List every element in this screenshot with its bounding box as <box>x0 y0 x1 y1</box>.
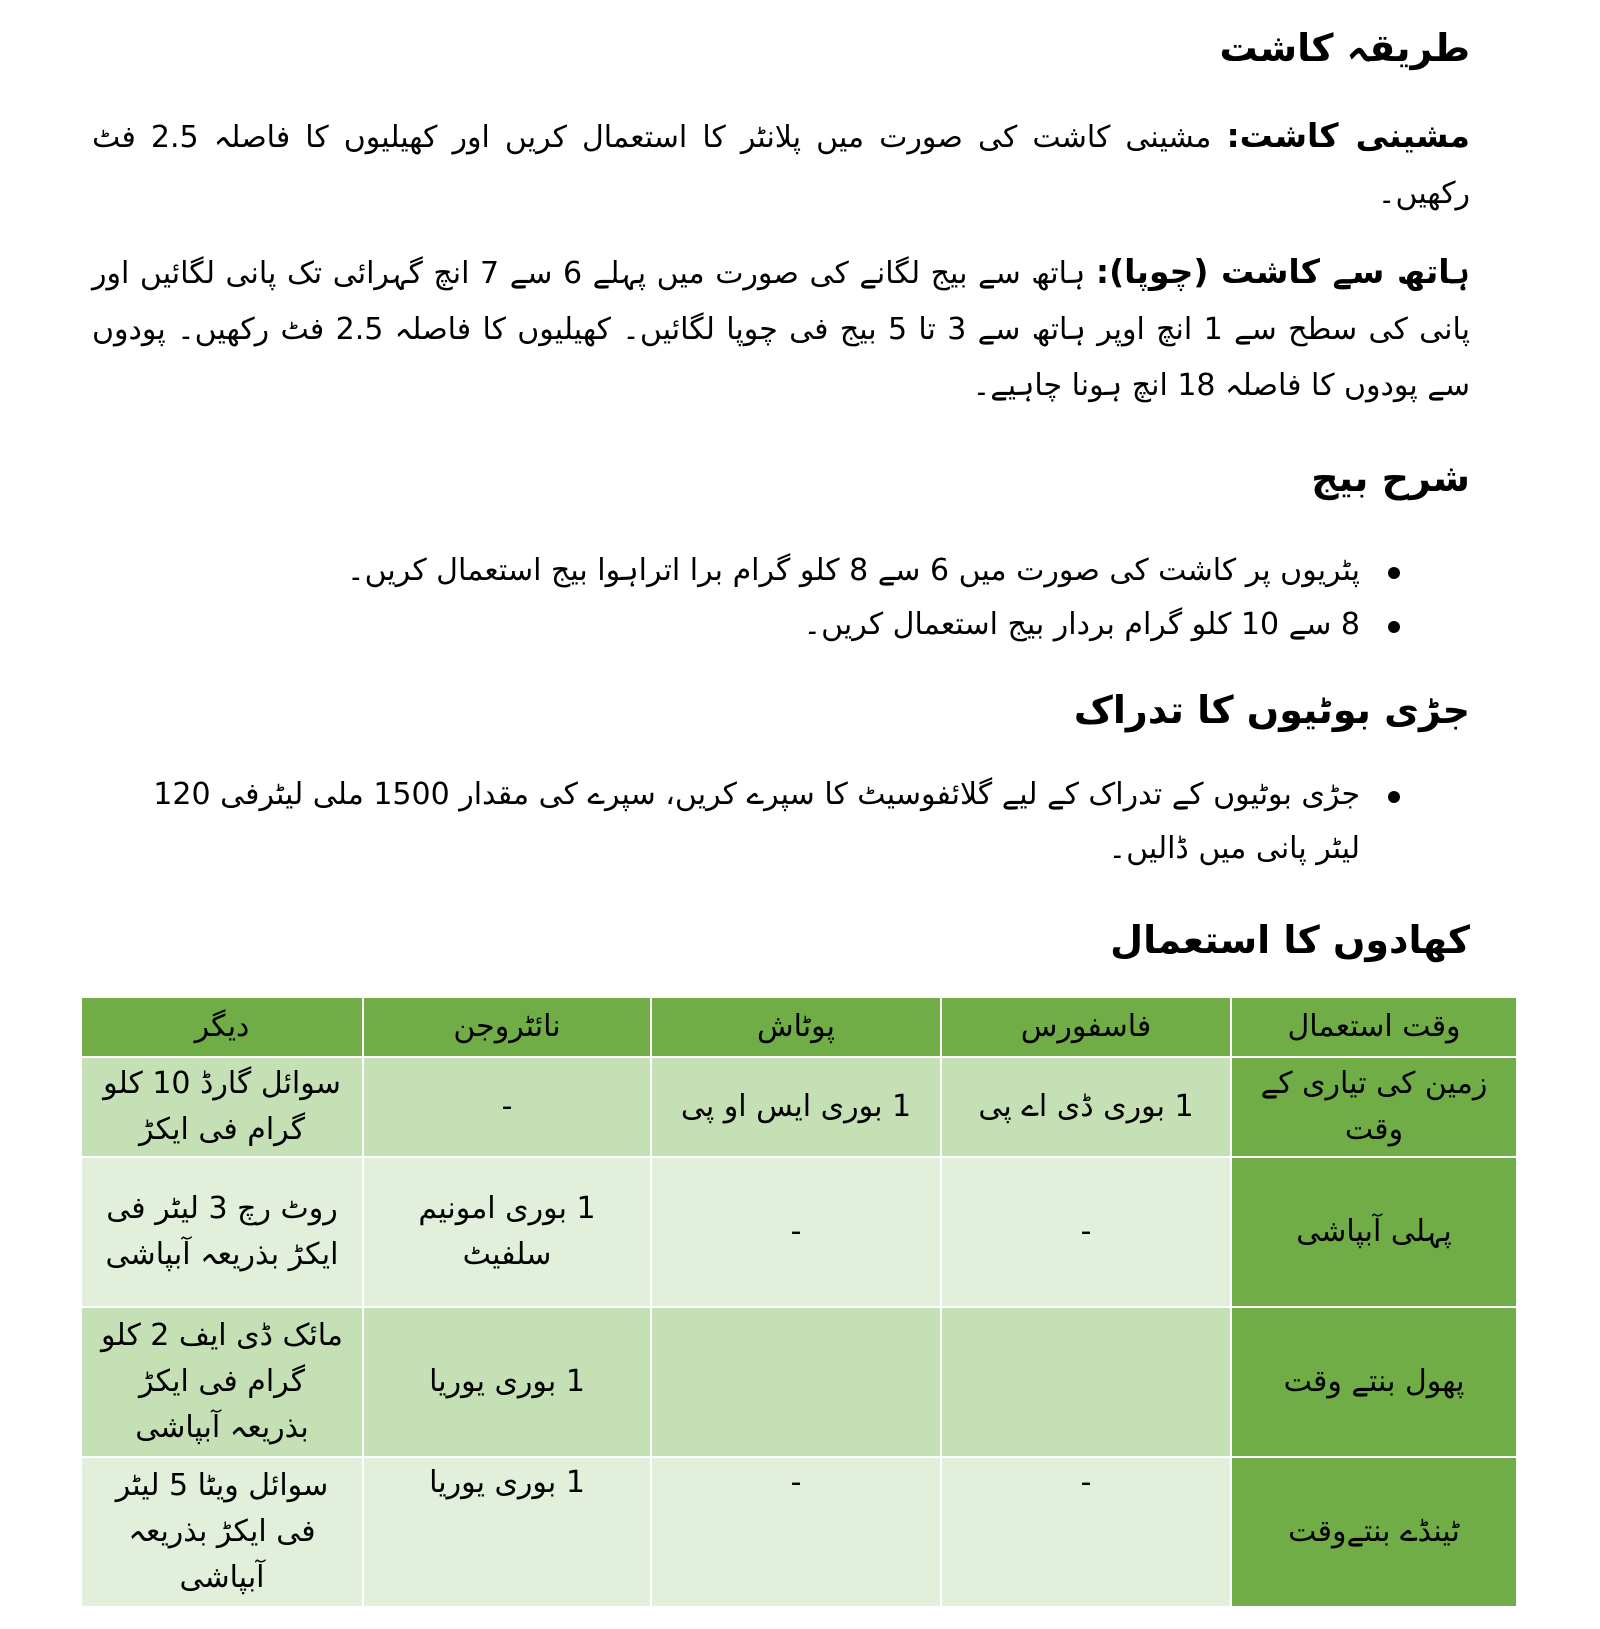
cell-other: سوائل گارڈ 10 کلو گرام فی ایکڑ <box>81 1057 363 1157</box>
table-row <box>81 1457 1517 1607</box>
seed-rate-list <box>92 544 1470 652</box>
bullet-icon <box>1388 567 1400 579</box>
table-header-row <box>81 997 1517 1057</box>
header-time-of-use: وقت استعمال <box>1231 997 1517 1057</box>
cell-time: پھول بنتے وقت <box>1231 1307 1517 1457</box>
cell-potash: - <box>651 1157 941 1307</box>
cell-other: روٹ رچ 3 لیٹر فی ایکڑ بذریعہ آبپاشی <box>81 1157 363 1307</box>
cell-time: پہلی آبپاشی <box>1231 1157 1517 1307</box>
table-row <box>81 1057 1517 1157</box>
heading-cultivation-method: طریقہ کاشت <box>1219 26 1470 70</box>
cell-nitrogen: 1 بوری امونیم سلفیٹ <box>363 1157 651 1307</box>
heading-seed-rate: شرح بیج <box>1311 456 1470 500</box>
cell-other: مائک ڈی ایف 2 کلو گرام فی ایکڑ بذریعہ آبپاشی <box>81 1307 363 1457</box>
header-nitrogen: نائٹروجن <box>363 997 651 1057</box>
fertilizer-table <box>80 996 1518 1608</box>
bullet-icon <box>1388 791 1400 803</box>
heading-weed-control: جڑی بوٹیوں کا تدراک <box>1073 688 1470 732</box>
list-item-text: جڑی بوٹیوں کے تدراک کے لیے گلائفوسیٹ کا سپرے کریں، سپرے کی مقدار 1500 ملی لیٹرفی 120 لیٹر پانی میں ڈالیں۔ <box>153 777 1360 866</box>
cell-nitrogen: 1 بوری یوریا <box>363 1457 651 1607</box>
cell-nitrogen: 1 بوری یوریا <box>363 1307 651 1457</box>
text-machine-sowing: مشینی کاشت کی صورت میں پلانٹر کا استعمال کریں اور کھیلیوں کا فاصلہ 2.5 فٹ رکھیں۔ <box>92 120 1470 211</box>
header-phosphorus: فاسفورس <box>941 997 1231 1057</box>
cell-phosphorus: - <box>941 1157 1231 1307</box>
cell-potash <box>651 1307 941 1457</box>
paragraph-machine-sowing <box>92 108 1470 222</box>
heading-fertilizer-use: کھادوں کا استعمال <box>1110 918 1470 962</box>
weed-control-list <box>120 768 1470 876</box>
cell-potash: 1 بوری ایس او پی <box>651 1057 941 1157</box>
list-item <box>92 598 1470 652</box>
bullet-icon <box>1388 621 1400 633</box>
cell-potash: - <box>651 1457 941 1607</box>
table-row <box>81 1307 1517 1457</box>
list-item-text: پٹریوں پر کاشت کی صورت میں 6 سے 8 کلو گرام برا اتراہوا بیج استعمال کریں۔ <box>347 553 1360 588</box>
label-machine-sowing: مشینی کاشت: <box>1226 116 1470 155</box>
list-item-text: 8 سے 10 کلو گرام بردار بیج استعمال کریں۔ <box>803 607 1360 642</box>
list-item <box>120 768 1470 876</box>
cell-nitrogen: - <box>363 1057 651 1157</box>
label-manual-sowing: ہاتھ سے کاشت (چوپا): <box>1095 252 1470 291</box>
cell-phosphorus: - <box>941 1457 1231 1607</box>
cell-time: زمین کی تیاری کے وقت <box>1231 1057 1517 1157</box>
header-potash: پوٹاش <box>651 997 941 1057</box>
header-other: دیگر <box>81 997 363 1057</box>
paragraph-manual-sowing <box>92 244 1470 414</box>
cell-phosphorus: 1 بوری ڈی اے پی <box>941 1057 1231 1157</box>
cell-phosphorus <box>941 1307 1231 1457</box>
cell-other: سوائل ویٹا 5 لیٹر فی ایکڑ بذریعہ آبپاشی <box>81 1457 363 1607</box>
cell-time: ٹینڈے بنتےوقت <box>1231 1457 1517 1607</box>
text-manual-sowing: ہاتھ سے بیج لگانے کی صورت میں پہلے 6 سے 7 انچ گہرائی تک پانی لگائیں اور پانی کی سطح سے 1 انچ اوپر ہاتھ سے 3 تا 5 بیج فی چوپا لگائیں۔ کھیلیوں کا فاصلہ 2.5 فٹ رکھیں۔ پودوں سے پودوں کا فاصلہ 18 انچ ہونا چاہیے۔ <box>92 256 1471 403</box>
list-item <box>92 544 1470 598</box>
table-row <box>81 1157 1517 1307</box>
